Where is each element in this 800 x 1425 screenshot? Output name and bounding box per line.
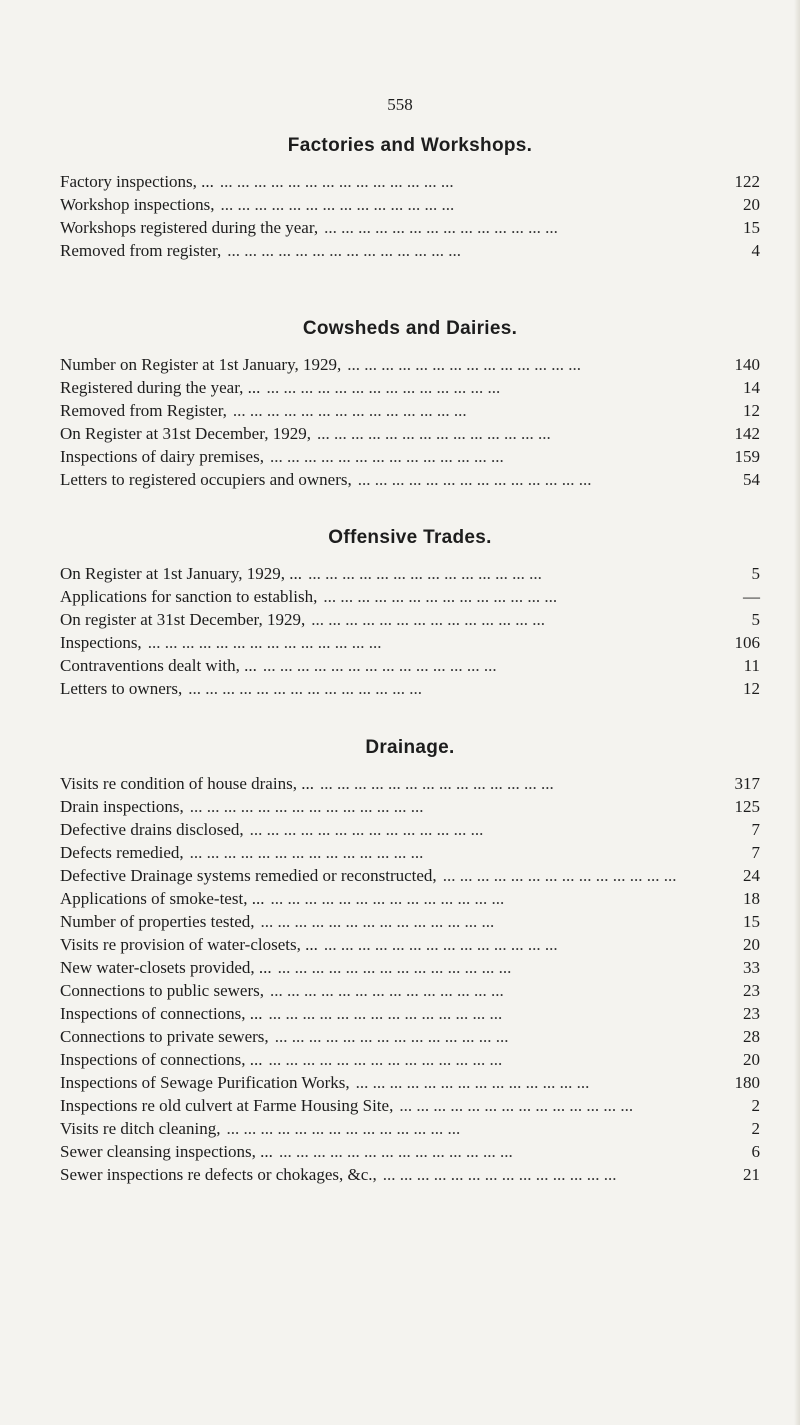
row-label: On Register at 1st January, 1929, ... xyxy=(60,564,303,583)
row-label: Visits re provision of water-closets, ... xyxy=(60,935,318,954)
table-row xyxy=(60,677,760,700)
row-label: On Register at 31st December, 1929, xyxy=(60,424,311,443)
row-value: 2 xyxy=(751,1119,760,1138)
leader-dots: ... ... ... ... ... ... ... ... ... ... ... ... ... ... xyxy=(316,424,551,443)
row-value: 15 xyxy=(743,912,760,931)
leader-dots: ... ... ... ... ... ... ... ... ... ... ... ... ... ... xyxy=(355,1073,590,1092)
row-label: Visits re condition of house drains, ... xyxy=(60,774,314,793)
leader-dots: ... ... ... ... ... ... ... ... ... ... ... ... ... ... xyxy=(269,447,504,466)
row-value: 140 xyxy=(734,355,760,374)
row-label: Removed from Register, xyxy=(60,401,227,420)
row-value: — xyxy=(743,587,760,606)
leader-dots: ... ... ... ... ... ... ... ... ... ... ... ... ... ... xyxy=(274,1027,509,1046)
row-label: Number on Register at 1st January, 1929, xyxy=(60,355,342,374)
row-label: Letters to owners, xyxy=(60,679,183,698)
section-cowsheds-dairies xyxy=(60,315,760,491)
leader-dots: ... ... ... ... ... ... ... ... ... ... ... ... ... ... xyxy=(277,958,512,977)
page-number: 558 xyxy=(387,95,413,114)
section-title: Drainage. xyxy=(365,737,455,758)
section-title: Cowsheds and Dairies. xyxy=(302,318,518,339)
leader-dots: ... ... ... ... ... ... ... ... ... ... ... ... ... ... xyxy=(268,1050,503,1069)
table-row xyxy=(60,841,760,864)
leader-dots: ... ... ... ... ... ... ... ... ... ... ... ... ... ... xyxy=(260,912,495,931)
row-value: 2 xyxy=(751,1096,760,1115)
row-label: Factory inspections, ... xyxy=(60,172,214,191)
row-value: 15 xyxy=(743,218,760,237)
table-row xyxy=(60,818,760,841)
table-row xyxy=(60,239,760,262)
table-row xyxy=(60,795,760,818)
leader-dots: ... ... ... ... ... ... ... ... ... ... ... ... ... ... xyxy=(189,843,424,862)
table-row xyxy=(60,979,760,1002)
row-value: 12 xyxy=(743,401,760,420)
row-label: Defective drains disclosed, xyxy=(60,820,244,839)
row-value: 33 xyxy=(743,958,760,977)
page-edge-shadow xyxy=(794,0,800,1425)
row-label: Visits re ditch cleaning, xyxy=(60,1119,221,1138)
row-label: Sewer inspections re defects or chokages, &c., xyxy=(60,1165,377,1184)
section-drainage xyxy=(60,734,760,1186)
table-row xyxy=(60,585,760,608)
leader-dots: ... ... ... ... ... ... ... ... ... ... ... ... ... ... xyxy=(382,1165,617,1184)
leader-dots: ... ... ... ... ... ... ... ... ... ... ... ... ... ... xyxy=(220,195,455,214)
leader-dots: ... ... ... ... ... ... ... ... ... ... ... ... ... ... xyxy=(399,1096,634,1115)
row-value: 5 xyxy=(751,564,760,583)
table-row xyxy=(60,1002,760,1025)
row-label: Defective Drainage systems remedied or reconstructed, xyxy=(60,866,437,885)
table-row xyxy=(60,1117,760,1140)
table-row xyxy=(60,376,760,399)
table-row xyxy=(60,216,760,239)
table-row xyxy=(60,353,760,376)
row-label: Removed from register, xyxy=(60,241,222,260)
row-value: 24 xyxy=(743,866,760,885)
row-label: Number of properties tested, xyxy=(60,912,255,931)
row-value: 125 xyxy=(734,797,760,816)
table-row xyxy=(60,933,760,956)
table-row xyxy=(60,562,760,585)
leader-dots: ... ... ... ... ... ... ... ... ... ... ... ... ... ... xyxy=(188,679,423,698)
row-label: Workshop inspections, xyxy=(60,195,215,214)
leader-dots: ... ... ... ... ... ... ... ... ... ... ... ... ... ... xyxy=(308,564,542,583)
table-row xyxy=(60,887,760,910)
leader-dots: ... ... ... ... ... ... ... ... ... ... ... ... ... ... xyxy=(347,355,581,374)
table-row xyxy=(60,1048,760,1071)
row-value: 54 xyxy=(743,470,760,489)
table-row xyxy=(60,1140,760,1163)
table-row xyxy=(60,1094,760,1117)
row-value: 23 xyxy=(743,1004,760,1023)
table-row xyxy=(60,654,760,677)
leader-dots: ... ... ... ... ... ... ... ... ... ... ... ... ... ... xyxy=(324,218,558,237)
row-value: 6 xyxy=(751,1142,760,1161)
row-value: 20 xyxy=(743,1050,760,1069)
leader-dots: ... ... ... ... ... ... ... ... ... ... ... ... ... ... xyxy=(147,633,382,652)
table-row xyxy=(60,170,760,193)
row-value: 12 xyxy=(743,679,760,698)
row-label: Inspections of connections, ... xyxy=(60,1050,263,1069)
table-row xyxy=(60,631,760,654)
row-label: Sewer cleansing inspections, ... xyxy=(60,1142,273,1161)
row-value: 20 xyxy=(743,935,760,954)
table-row xyxy=(60,864,760,887)
section-offensive-trades xyxy=(60,524,760,700)
row-value: 317 xyxy=(734,774,760,793)
leader-dots: ... ... ... ... ... ... ... ... ... ... ... ... ... ... xyxy=(226,1119,461,1138)
row-value: 7 xyxy=(751,820,760,839)
row-label: On register at 31st December, 1929, xyxy=(60,610,306,629)
table-row xyxy=(60,1071,760,1094)
row-label: Inspections re old culvert at Farme Housing Site, xyxy=(60,1096,394,1115)
leader-dots: ... ... ... ... ... ... ... ... ... ... ... ... ... ... xyxy=(319,774,554,793)
row-label: Inspections of dairy premises, xyxy=(60,447,264,466)
table-row xyxy=(60,608,760,631)
row-label: Letters to registered occupiers and owners, xyxy=(60,470,352,489)
row-value: 11 xyxy=(743,656,760,675)
row-label: Contraventions dealt with, ... xyxy=(60,656,257,675)
table-row xyxy=(60,910,760,933)
row-value: 4 xyxy=(751,241,760,260)
row-value: 122 xyxy=(734,172,760,191)
row-label: Inspections, xyxy=(60,633,142,652)
row-value: 106 xyxy=(734,633,760,652)
table-row xyxy=(60,772,760,795)
section-title: Offensive Trades. xyxy=(328,527,492,548)
row-value: 14 xyxy=(743,378,760,397)
row-label: Inspections of Sewage Purification Works, xyxy=(60,1073,350,1092)
leader-dots: ... ... ... ... ... ... ... ... ... ... ... ... ... ... xyxy=(311,610,546,629)
row-label: Applications for sanction to establish, xyxy=(60,587,318,606)
section-title: Factories and Workshops. xyxy=(287,135,533,156)
row-label: Defects remedied, xyxy=(60,843,184,862)
row-label: Drain inspections, xyxy=(60,797,184,816)
row-label: New water-closets provided, ... xyxy=(60,958,272,977)
row-value: 21 xyxy=(743,1165,760,1184)
row-value: 20 xyxy=(743,195,760,214)
section-factories-workshops xyxy=(60,132,760,262)
leader-dots: ... ... ... ... ... ... ... ... ... ... ... ... ... ... xyxy=(189,797,424,816)
leader-dots: ... ... ... ... ... ... ... ... ... ... ... ... ... ... xyxy=(219,172,454,191)
table-row xyxy=(60,1163,760,1186)
row-value: 18 xyxy=(743,889,760,908)
row-label: Connections to public sewers, xyxy=(60,981,264,1000)
row-value: 142 xyxy=(734,424,760,443)
table-row xyxy=(60,956,760,979)
leader-dots: ... ... ... ... ... ... ... ... ... ... ... ... ... ... xyxy=(262,656,497,675)
leader-dots: ... ... ... ... ... ... ... ... ... ... ... ... ... ... xyxy=(269,981,504,1000)
row-value: 28 xyxy=(743,1027,760,1046)
leader-dots: ... ... ... ... ... ... ... ... ... ... ... ... ... ... xyxy=(270,889,505,908)
leader-dots: ... ... ... ... ... ... ... ... ... ... ... ... ... ... xyxy=(323,587,558,606)
leader-dots: ... ... ... ... ... ... ... ... ... ... ... ... ... ... xyxy=(442,866,677,885)
row-value: 180 xyxy=(734,1073,760,1092)
row-label: Inspections of connections, ... xyxy=(60,1004,263,1023)
leader-dots: ... ... ... ... ... ... ... ... ... ... ... ... ... ... xyxy=(323,935,558,954)
row-label: Connections to private sewers, xyxy=(60,1027,269,1046)
table-row xyxy=(60,1025,760,1048)
row-value: 159 xyxy=(734,447,760,466)
table-row xyxy=(60,422,760,445)
leader-dots: ... ... ... ... ... ... ... ... ... ... ... ... ... ... xyxy=(268,1004,503,1023)
leader-dots: ... ... ... ... ... ... ... ... ... ... ... ... ... ... xyxy=(227,241,461,260)
leader-dots: ... ... ... ... ... ... ... ... ... ... ... ... ... ... xyxy=(278,1142,513,1161)
row-label: Registered during the year, ... xyxy=(60,378,261,397)
row-label: Applications of smoke-test, ... xyxy=(60,889,265,908)
table-row xyxy=(60,399,760,422)
row-value: 5 xyxy=(751,610,760,629)
row-value: 23 xyxy=(743,981,760,1000)
row-label: Workshops registered during the year, xyxy=(60,218,319,237)
table-row xyxy=(60,468,760,491)
leader-dots: ... ... ... ... ... ... ... ... ... ... ... ... ... ... xyxy=(266,378,501,397)
leader-dots: ... ... ... ... ... ... ... ... ... ... ... ... ... ... xyxy=(357,470,592,489)
row-value: 7 xyxy=(751,843,760,862)
leader-dots: ... ... ... ... ... ... ... ... ... ... ... ... ... ... xyxy=(249,820,484,839)
table-row xyxy=(60,445,760,468)
leader-dots: ... ... ... ... ... ... ... ... ... ... ... ... ... ... xyxy=(232,401,467,420)
table-row xyxy=(60,193,760,216)
